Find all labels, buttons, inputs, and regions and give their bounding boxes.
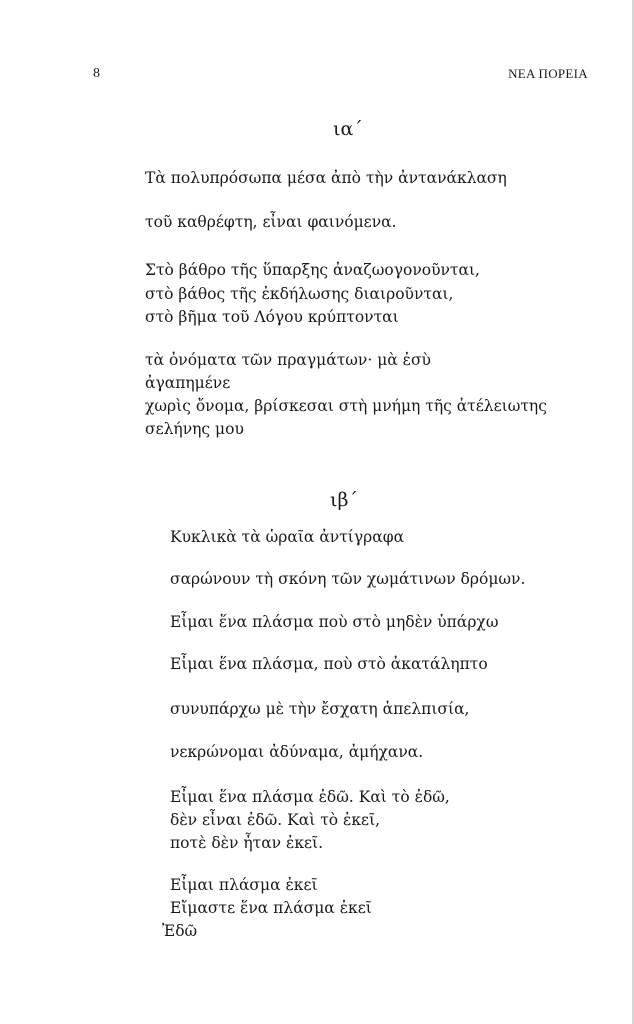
poem-ia-line: ἀγαπημένε (145, 374, 231, 392)
poem-ib-line: Εἶμαι πλάσμα ἐκεῖ (170, 876, 318, 894)
journal-title: ΝΕΑ ΠΟΡΕΙΑ (508, 66, 588, 81)
poem-ib-line: ποτὲ δὲν ἦταν ἐκεῖ. (170, 834, 324, 852)
page-number: 8 (93, 66, 100, 81)
poem-ib-line: νεκρώνομαι ἀδύναμα, ἀμήχανα. (170, 743, 424, 761)
poem-ia-line: σελήνης μου (145, 420, 244, 438)
poem-ib-line: Εἶμαι ἕνα πλάσμα, ποὺ στὸ ἀκατάληπτο (170, 655, 488, 673)
poem-ib-line: Εἴμαστε ἕνα πλάσμα ἐκεῖ (170, 899, 372, 917)
poem-ib-line: Εἶμαι ἕνα πλάσμα ἐδῶ. Καὶ τὸ ἐδῶ, (170, 788, 450, 806)
poem-ib-numeral: ιβ΄ (330, 489, 358, 511)
poem-ia-line: Τὰ πολυπρόσωπα μέσα ἀπὸ τὴν ἀντανάκλαση (145, 169, 507, 187)
poem-ia-numeral: ια΄ (333, 118, 363, 140)
poem-ia-line: τοῦ καθρέφτη, εἶναι φαινόμενα. (145, 213, 397, 231)
poem-ia-line: Στὸ βάθρο τῆς ὕπαρξης ἀναζωογονοῦνται, (145, 261, 480, 279)
poem-ib-line: Ἐδῶ (162, 922, 198, 940)
poem-ia-line: χωρὶς ὄνομα, βρίσκεσαι στὴ μνήμη τῆς ἀτέλειωτης (145, 397, 547, 415)
poem-ia-line: στὸ βῆμα τοῦ Λόγου κρύπτονται (145, 308, 399, 326)
poem-ib-line: Εἶμαι ἕνα πλάσμα ποὺ στὸ μηδὲν ὑπάρχω (170, 613, 499, 631)
poem-ib-line: Κυκλικὰ τὰ ὡραῖα ἀντίγραφα (170, 528, 405, 546)
poem-ib-line: σαρώνουν τὴ σκόνη τῶν χωμάτινων δρόμων. (170, 570, 526, 588)
poem-ia-line: τὰ ὀνόματα τῶν πραγμάτων· μὰ ἐσὺ (145, 351, 431, 369)
poem-ib-line: συνυπάρχω μὲ τὴν ἔσχατη ἀπελπισία, (170, 700, 470, 718)
poem-ib-line: δὲν εἶναι ἐδῶ. Καὶ τὸ ἐκεῖ, (170, 811, 381, 829)
poem-ia-line: στὸ βάθος τῆς ἐκδήλωσης διαιροῦνται, (145, 285, 454, 303)
